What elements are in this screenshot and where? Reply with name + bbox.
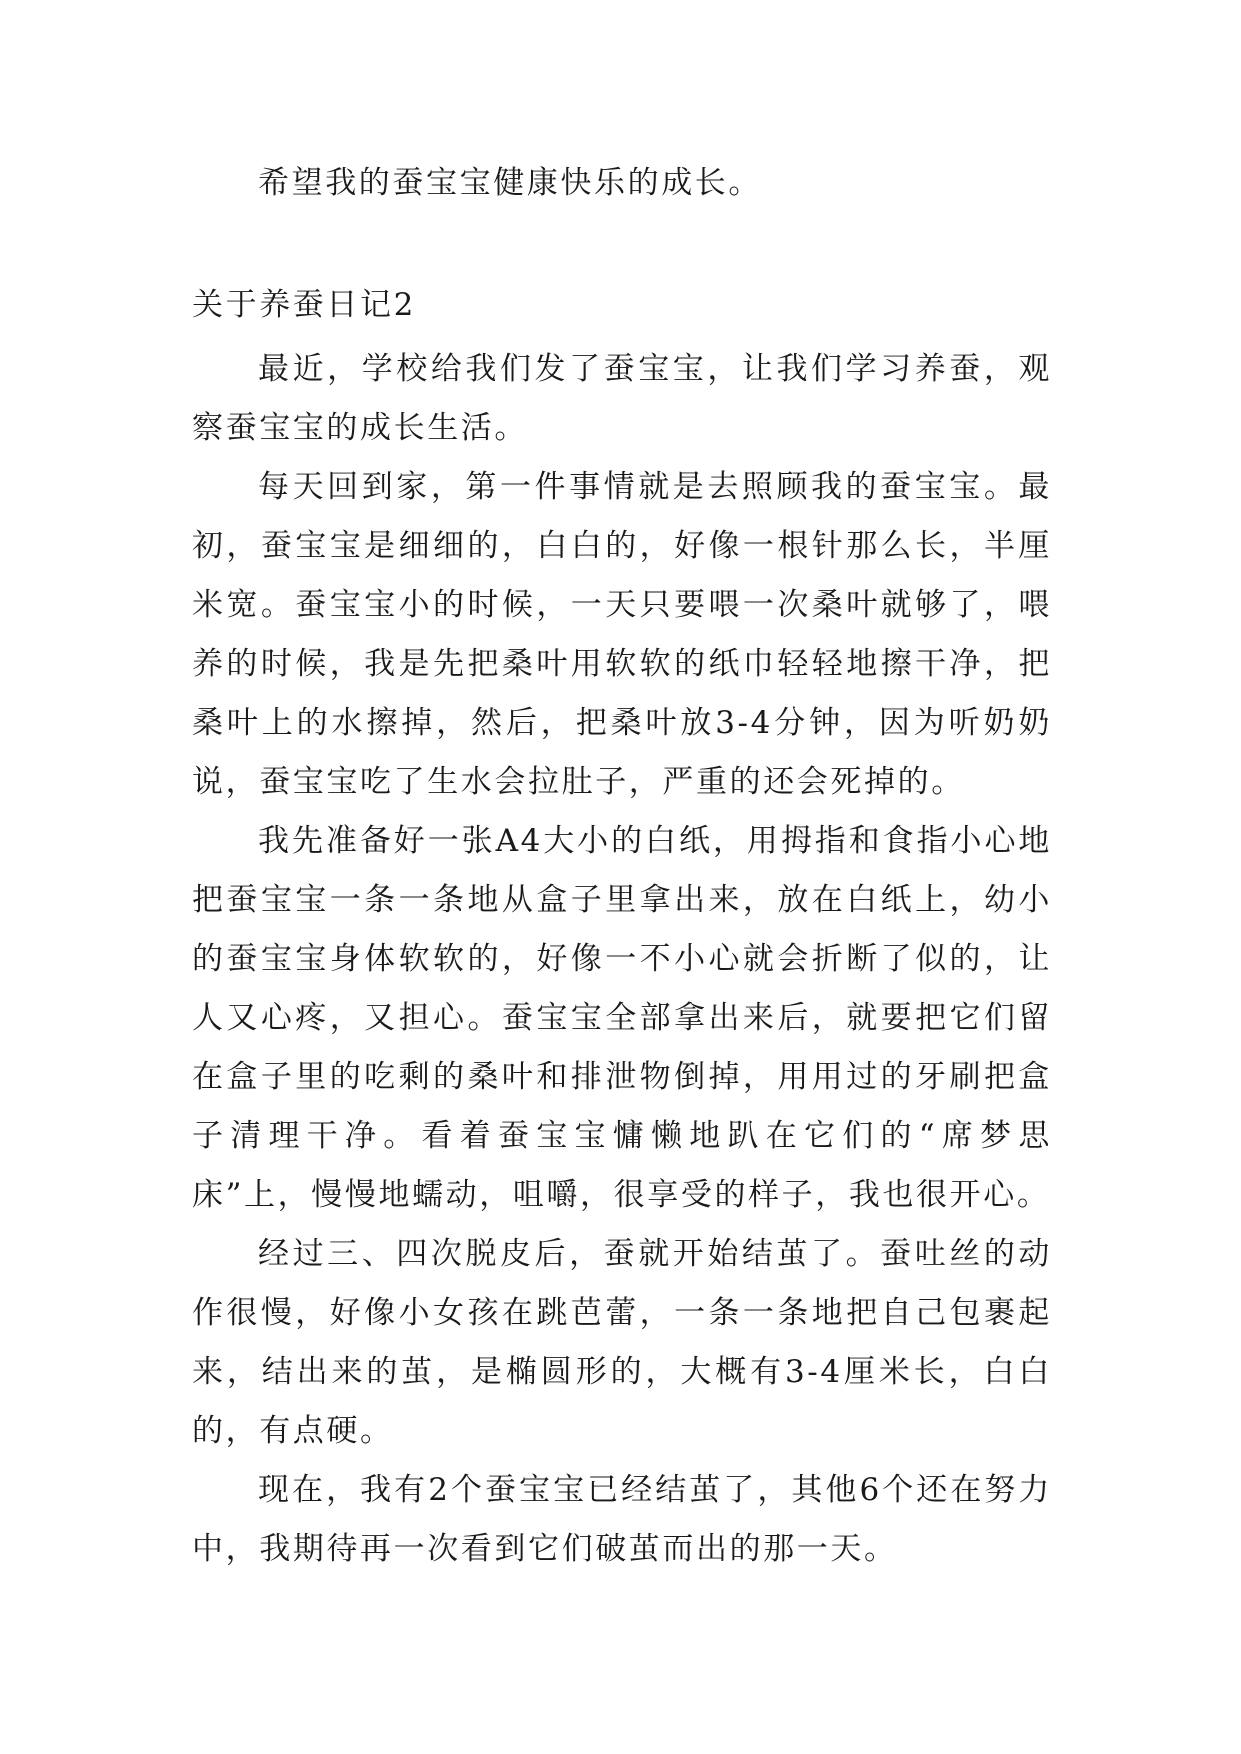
diary-title: 关于养蚕日记2 <box>192 287 416 323</box>
paragraph-1: 最近，学校给我们发了蚕宝宝，让我们学习养蚕，观察蚕宝宝的成长生活。 <box>192 351 1052 446</box>
paragraph-3: 我先准备好一张A4大小的白纸，用拇指和食指小心地把蚕宝宝一条一条地从盒子里拿出来，放在白纸上，幼小的蚕宝宝身体软软的，好像一不小心就会折断了似的，让人又心疼，又担心。蚕宝宝全部拿出来后，就要把它们留在盒子里的吃剩的桑叶和排泄物倒掉，用用过的牙刷把盒子清理干净。看着蚕宝宝慵懒地趴在它们的“席梦思床”上，慢慢地蠕动，咀嚼，很享受的样子，我也很开心。 <box>192 823 1052 1213</box>
paragraph-4: 经过三、四次脱皮后，蚕就开始结茧了。蚕吐丝的动作很慢，好像小女孩在跳芭蕾，一条一条地把自己包裹起来，结出来的茧，是椭圆形的，大概有3-4厘米长，白白的，有点硬。 <box>192 1236 1052 1449</box>
paragraph-2: 每天回到家，第一件事情就是去照顾我的蚕宝宝。最初，蚕宝宝是细细的，白白的，好像一根针那么长，半厘米宽。蚕宝宝小的时候，一天只要喂一次桑叶就够了，喂养的时候，我是先把桑叶用软软的纸巾轻轻地擦干净，把桑叶上的水擦掉，然后，把桑叶放3-4分钟，因为听奶奶说，蚕宝宝吃了生水会拉肚子，严重的还会死掉的。 <box>192 469 1052 800</box>
paragraph-5: 现在，我有2个蚕宝宝已经结茧了，其他6个还在努力中，我期待再一次看到它们破茧而出的那一天。 <box>192 1472 1052 1567</box>
closing-paragraph: 希望我的蚕宝宝健康快乐的成长。 <box>258 165 762 201</box>
